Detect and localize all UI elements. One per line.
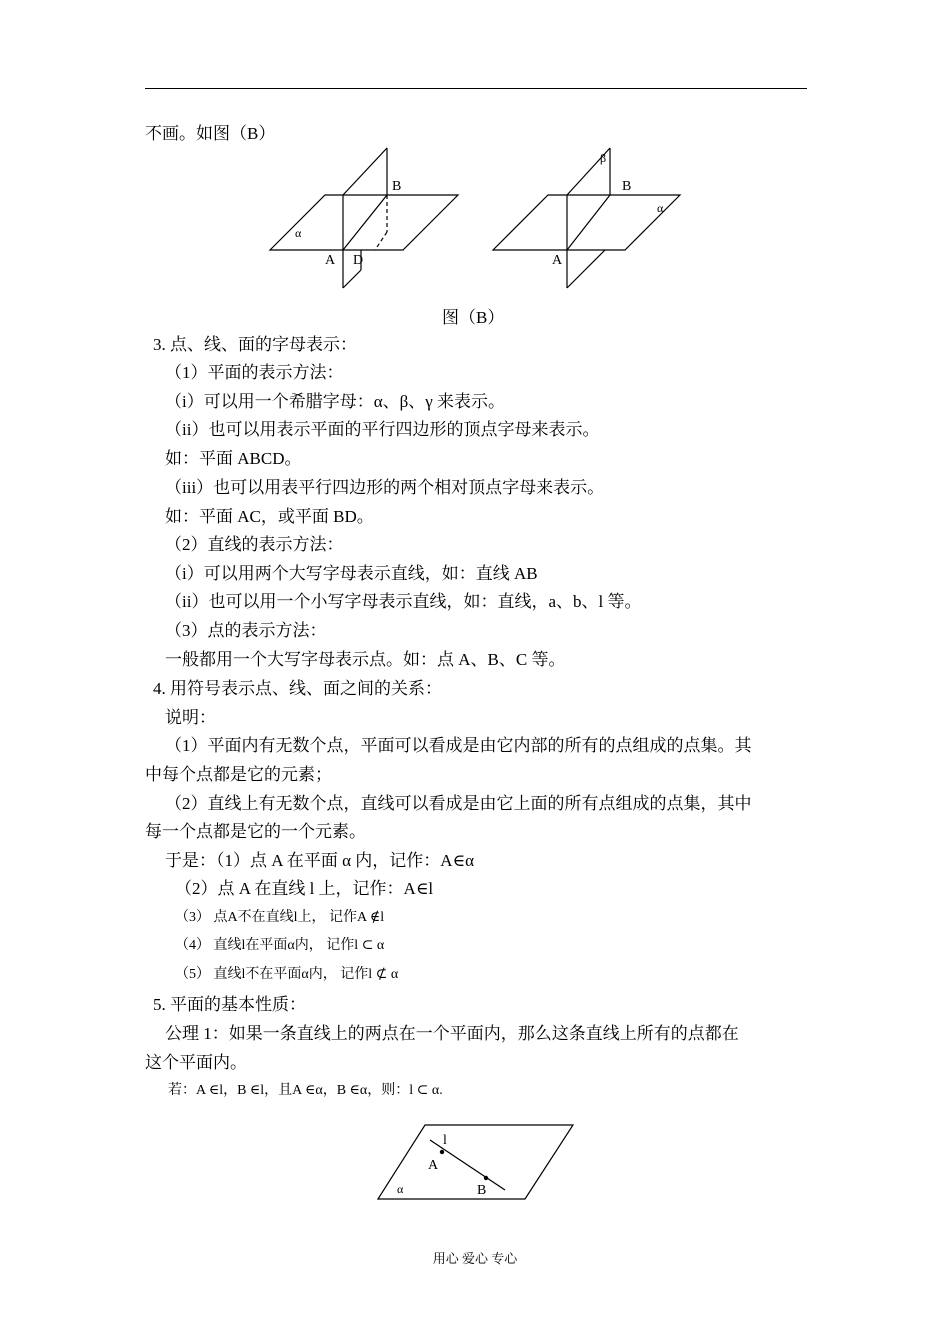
text-line: 每一个点都是它的一个元素。: [145, 822, 366, 841]
text-line: （2）直线上有无数个点，直线可以看成是由它上面的所有点组成的点集，其中: [165, 794, 752, 813]
text-line: （1）平面的表示方法：: [165, 363, 344, 382]
figure-b-caption: 图（B）: [442, 308, 505, 327]
figure-b-right: [490, 142, 690, 292]
text-line: （1）平面内有无数个点，平面可以看成是由它内部的所有的点组成的点集。其: [165, 736, 752, 755]
fig-b-right-label-b: B: [622, 179, 632, 194]
intro-text: 不画。如图（B）: [145, 124, 276, 143]
section-4-title: 4. 用符号表示点、线、面之间的关系：: [153, 679, 442, 698]
text-line: （2）点 A 在直线 l 上，记作：A∈l: [175, 879, 434, 898]
fig-b-left-label-a: A: [325, 253, 336, 268]
axiom-label-a: A: [428, 1158, 439, 1173]
fig-b-right-label-alpha: α: [657, 201, 664, 215]
text-line: 如：平面 ABCD。: [165, 449, 302, 468]
axiom-label-alpha: α: [397, 1182, 404, 1196]
text-line: （i）可以用两个大写字母表示直线，如：直线 AB: [165, 564, 538, 583]
text-line: （3）点的表示方法：: [165, 621, 327, 640]
text-line: 说明：: [165, 708, 216, 727]
axiom-label-l: l: [443, 1133, 447, 1148]
fig-b-right-label-beta: β: [600, 151, 607, 165]
text-line: 如：平面 AC，或平面 BD。: [165, 507, 374, 526]
text-line: （ii）也可以用一个小写字母表示直线，如：直线，a、b、l 等。: [165, 592, 642, 611]
section-5-title: 5. 平面的基本性质：: [153, 995, 306, 1014]
text-line: 这个平面内。: [145, 1053, 247, 1072]
fig-b-left-label-d: D: [353, 253, 364, 268]
fig-b-right-label-a: A: [552, 253, 563, 268]
formula-line: （4） 直线l在平面α内， 记作l ⊂ α: [175, 938, 385, 953]
text-line: 公理 1：如果一条直线上的两点在一个平面内，那么这条直线上所有的点都在: [165, 1024, 739, 1043]
text-line: （i）可以用一个希腊字母：α、β、γ 来表示。: [165, 392, 506, 411]
text-line: 中每个点都是它的元素；: [145, 765, 332, 784]
header-rule: [145, 88, 807, 89]
formula-line: （5） 直线l不在平面α内， 记作l ⊄ α: [175, 967, 399, 982]
figure-b-left: [265, 142, 485, 292]
fig-b-left-label-alpha: α: [295, 226, 302, 240]
text-line: （iii）也可以用表平行四边形的两个相对顶点字母来表示。: [165, 478, 605, 497]
text-line: 一般都用一个大写字母表示点。如：点 A、B、C 等。: [165, 650, 566, 669]
text-line: （2）直线的表示方法：: [165, 535, 344, 554]
fig-b-left-label-b: B: [392, 179, 402, 194]
text-line: （ii）也可以用表示平面的平行四边形的顶点字母来表示。: [165, 420, 600, 439]
text-line: 于是：（1）点 A 在平面 α 内，记作：A∈α: [165, 851, 475, 870]
footer-text: 用心 爱心 专心: [432, 1251, 518, 1266]
formula-line: 若：A ∈l，B ∈l，且A ∈α，B ∈α，则：l ⊂ α.: [168, 1083, 443, 1098]
axiom-label-b: B: [477, 1183, 487, 1198]
axiom-figure: [375, 1122, 575, 1202]
section-3-title: 3. 点、线、面的字母表示：: [153, 335, 357, 354]
formula-line: （3） 点A不在直线l上， 记作A ∉l: [175, 910, 385, 925]
